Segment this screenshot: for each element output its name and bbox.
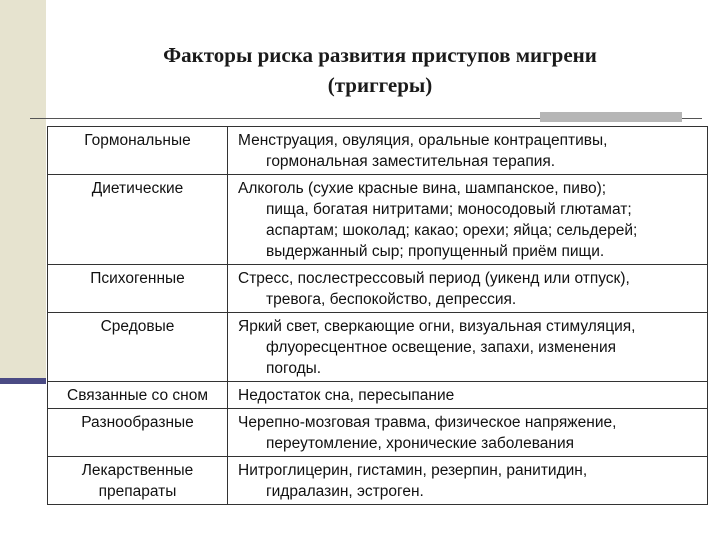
factor-cell: Гормональные	[48, 127, 228, 175]
slide-title	[100, 40, 660, 100]
factor-cell: Средовые	[48, 313, 228, 382]
factor-cell: Связанные со сном	[48, 382, 228, 409]
description-line: Нитроглицерин, гистамин, резерпин, ранитидин,	[238, 462, 588, 479]
description-line: Менструация, овуляция, оральные контрацептивы,	[238, 132, 608, 149]
description-cell	[228, 127, 708, 175]
title-line-2: (триггеры)	[327, 73, 433, 97]
factor-cell: Разнообразные	[48, 409, 228, 457]
description-line: выдержанный сыр; пропущенный приём пищи.	[266, 243, 605, 260]
description-line: флуоресцентное освещение, запахи, изменения	[266, 339, 617, 356]
description-line: аспартам; шоколад; какао; орехи; яйца; сельдерей;	[266, 222, 638, 239]
factor-cell: Диетические	[48, 175, 228, 265]
left-panel-accent-line	[0, 378, 46, 384]
left-decorative-panel	[0, 0, 46, 384]
description-line: погоды.	[266, 360, 322, 377]
description-cell	[228, 265, 708, 313]
description-line: гормональная заместительная терапия.	[266, 153, 556, 170]
table-row	[48, 457, 708, 505]
table-row	[48, 382, 708, 409]
factor-cell: Психогенные	[48, 265, 228, 313]
description-cell	[228, 382, 708, 409]
description-line: переутомление, хронические заболевания	[266, 435, 575, 452]
table-row	[48, 265, 708, 313]
description-line: Яркий свет, сверкающие огни, визуальная стимуляция,	[238, 318, 636, 335]
description-line: Черепно-мозговая травма, физическое напряжение,	[238, 414, 617, 431]
description-line: пища, богатая нитритами; моносодовый глютамат;	[266, 201, 632, 218]
table-row	[48, 409, 708, 457]
title-line-1: Факторы риска развития приступов мигрени	[163, 43, 597, 67]
description-line: Недостаток сна, пересыпание	[238, 387, 455, 404]
description-cell	[228, 175, 708, 265]
table-row	[48, 175, 708, 265]
triggers-table	[47, 126, 708, 505]
factor-cell: Лекарственные препараты	[48, 457, 228, 505]
table-row	[48, 127, 708, 175]
description-cell	[228, 457, 708, 505]
description-line: Стресс, послестрессовый период (уикенд или отпуск),	[238, 270, 630, 287]
table-row	[48, 313, 708, 382]
description-line: тревога, беспокойство, депрессия.	[266, 291, 517, 308]
decorative-accent-bar	[540, 112, 682, 122]
description-cell	[228, 409, 708, 457]
description-line: гидралазин, эстроген.	[266, 483, 424, 500]
description-line: Алкоголь (сухие красные вина, шампанское, пиво);	[238, 180, 607, 197]
description-cell	[228, 313, 708, 382]
